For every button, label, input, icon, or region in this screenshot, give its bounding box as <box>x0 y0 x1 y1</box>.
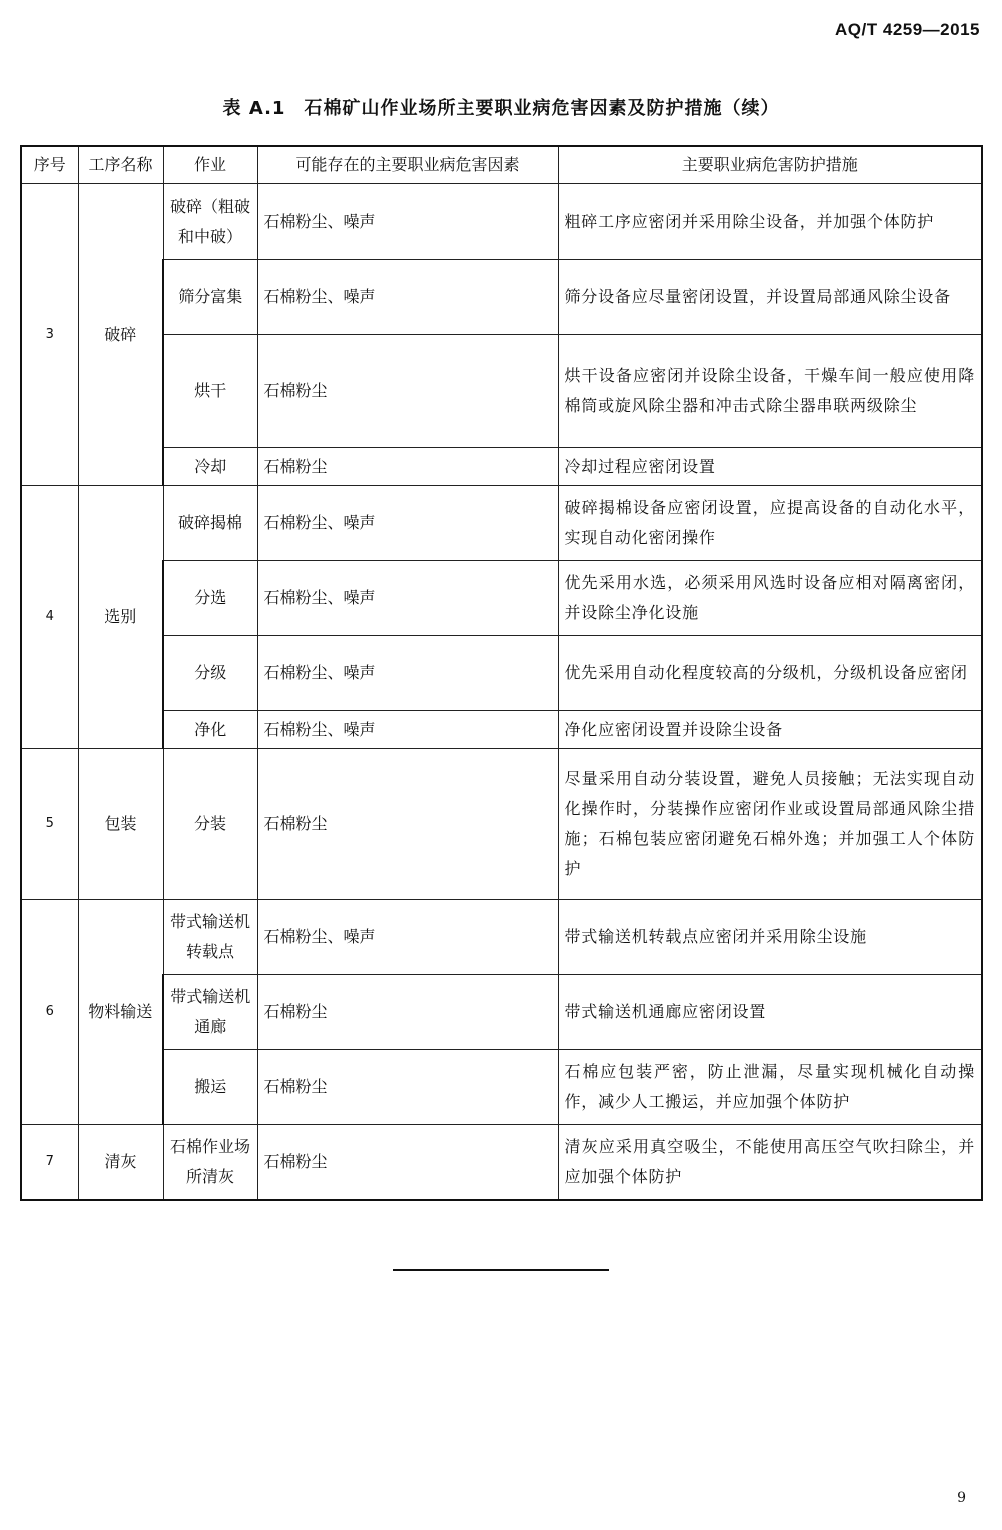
measures-cell: 尽量采用自动分装设置，避免人员接触；无法实现自动化操作时，分装操作应密闭作业或设置局部通风除尘措施；石棉包装应密闭避免石棉外逸；并加强工人个体防护 <box>558 749 982 900</box>
process-cell: 破碎 <box>78 184 163 486</box>
operation-cell: 净化 <box>163 711 257 749</box>
hazard-cell: 石棉粉尘 <box>257 448 558 486</box>
seq-cell: 5 <box>21 749 78 900</box>
measures-cell: 冷却过程应密闭设置 <box>558 448 982 486</box>
table-row <box>21 335 982 448</box>
hazard-cell: 石棉粉尘、噪声 <box>257 711 558 749</box>
measures-cell: 带式输送机通廊应密闭设置 <box>558 975 982 1050</box>
operation-cell: 带式输送机转载点 <box>163 900 257 975</box>
operation-cell: 筛分富集 <box>163 260 257 335</box>
hazard-cell: 石棉粉尘、噪声 <box>257 260 558 335</box>
table-row <box>21 1050 982 1125</box>
measures-cell: 带式输送机转载点应密闭并采用除尘设施 <box>558 900 982 975</box>
table-row <box>21 561 982 636</box>
hazard-cell: 石棉粉尘、噪声 <box>257 561 558 636</box>
measures-cell: 石棉应包装严密，防止泄漏，尽量实现机械化自动操作，减少人工搬运，并应加强个体防护 <box>558 1050 982 1125</box>
operation-cell: 石棉作业场所清灰 <box>163 1125 257 1200</box>
page-number: 9 <box>957 1490 966 1506</box>
table-row <box>21 749 982 900</box>
hazard-cell: 石棉粉尘、噪声 <box>257 486 558 561</box>
table-row <box>21 975 982 1050</box>
hazard-cell: 石棉粉尘 <box>257 335 558 448</box>
column-header-process: 工序名称 <box>78 146 163 184</box>
end-of-standard-rule <box>393 1269 609 1271</box>
operation-cell: 破碎（粗破和中破） <box>163 184 257 260</box>
measures-cell: 筛分设备应尽量密闭设置，并设置局部通风除尘设备 <box>558 260 982 335</box>
operation-cell: 烘干 <box>163 335 257 448</box>
measures-cell: 清灰应采用真空吸尘，不能使用高压空气吹扫除尘，并应加强个体防护 <box>558 1125 982 1200</box>
hazard-cell: 石棉粉尘 <box>257 1125 558 1200</box>
process-cell: 包装 <box>78 749 163 900</box>
hazard-cell: 石棉粉尘、噪声 <box>257 900 558 975</box>
process-cell: 物料输送 <box>78 900 163 1125</box>
table-row <box>21 486 982 561</box>
measures-cell: 破碎揭棉设备应密闭设置，应提高设备的自动化水平，实现自动化密闭操作 <box>558 486 982 561</box>
seq-cell: 3 <box>21 184 78 486</box>
seq-cell: 6 <box>21 900 78 1125</box>
operation-cell: 带式输送机通廊 <box>163 975 257 1050</box>
hazard-cell: 石棉粉尘 <box>257 1050 558 1125</box>
table-row <box>21 636 982 711</box>
column-header-operation: 作业 <box>163 146 257 184</box>
measures-cell: 粗碎工序应密闭并采用除尘设备，并加强个体防护 <box>558 184 982 260</box>
seq-cell: 4 <box>21 486 78 749</box>
hazard-table <box>20 145 983 1201</box>
measures-cell: 优先采用自动化程度较高的分级机，分级机设备应密闭 <box>558 636 982 711</box>
hazard-cell: 石棉粉尘、噪声 <box>257 636 558 711</box>
table-row <box>21 184 982 260</box>
table-row <box>21 1125 982 1200</box>
table-header-row <box>21 146 982 184</box>
operation-cell: 冷却 <box>163 448 257 486</box>
process-cell: 选别 <box>78 486 163 749</box>
standard-code: AQ/T 4259—2015 <box>835 20 980 39</box>
seq-cell: 7 <box>21 1125 78 1200</box>
column-header-hazard: 可能存在的主要职业病危害因素 <box>257 146 558 184</box>
operation-cell: 搬运 <box>163 1050 257 1125</box>
table-row <box>21 448 982 486</box>
column-header-measures: 主要职业病危害防护措施 <box>558 146 982 184</box>
hazard-cell: 石棉粉尘、噪声 <box>257 184 558 260</box>
hazard-cell: 石棉粉尘 <box>257 975 558 1050</box>
column-header-seq: 序号 <box>21 146 78 184</box>
table-row <box>21 260 982 335</box>
table-row <box>21 711 982 749</box>
hazard-cell: 石棉粉尘 <box>257 749 558 900</box>
table-title: 表 A.1 石棉矿山作业场所主要职业病危害因素及防护措施（续） <box>222 98 780 119</box>
operation-cell: 分装 <box>163 749 257 900</box>
operation-cell: 分选 <box>163 561 257 636</box>
operation-cell: 分级 <box>163 636 257 711</box>
table-row <box>21 900 982 975</box>
measures-cell: 优先采用水选，必须采用风选时设备应相对隔离密闭，并设除尘净化设施 <box>558 561 982 636</box>
measures-cell: 净化应密闭设置并设除尘设备 <box>558 711 982 749</box>
operation-cell: 破碎揭棉 <box>163 486 257 561</box>
process-cell: 清灰 <box>78 1125 163 1200</box>
measures-cell: 烘干设备应密闭并设除尘设备，干燥车间一般应使用降棉筒或旋风除尘器和冲击式除尘器串联两级除尘 <box>558 335 982 448</box>
